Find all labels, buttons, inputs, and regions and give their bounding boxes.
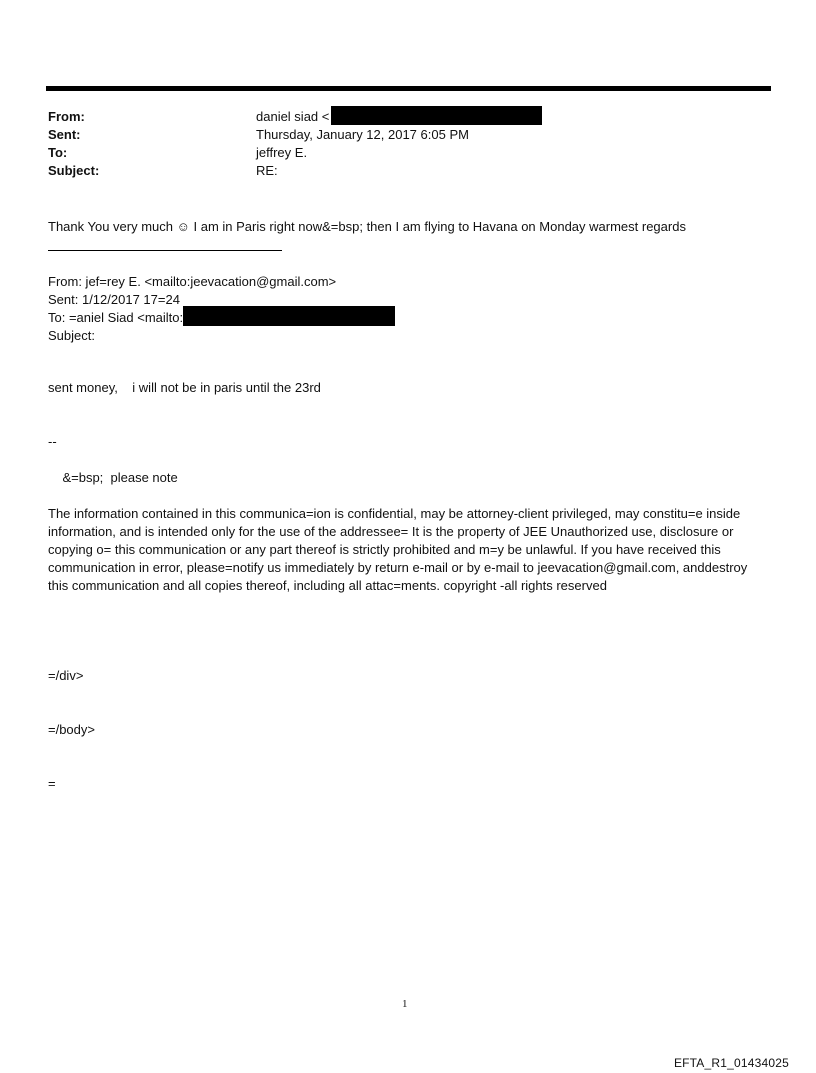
trailing-body-close: =/body>	[48, 722, 95, 737]
to-row	[48, 144, 748, 162]
page-number: 1	[402, 998, 408, 1010]
subject-row	[48, 162, 748, 180]
quoted-to-redaction	[183, 306, 395, 326]
message-body: sent money, i will not be in paris until the 23rd	[48, 380, 321, 395]
quote-separator	[48, 250, 282, 251]
trailing-equals: =	[48, 776, 56, 791]
trailing-div-close: =/div>	[48, 668, 84, 683]
please-note: &=bsp; please note	[48, 470, 178, 485]
to-label: To:	[48, 145, 68, 160]
sent-row	[48, 126, 748, 144]
from-sender-name: daniel siad <	[256, 109, 330, 124]
quoted-subject: Subject:	[48, 328, 95, 343]
sent-value: Thursday, January 12, 2017 6:05 PM	[256, 127, 469, 142]
from-value	[256, 108, 542, 126]
quoted-from: From: jef=rey E. <mailto:jeevacation@gmail.com>	[48, 274, 337, 289]
sent-label: Sent:	[48, 127, 81, 142]
reply-body: Thank You very much ☺ I am in Paris right now&=bsp; then I am flying to Havana on Monday warmest regards	[48, 219, 686, 234]
from-row	[48, 108, 748, 126]
quoted-header	[48, 273, 748, 345]
trailing-markup	[48, 631, 768, 811]
disclaimer-text: The information contained in this communica=ion is confidential, may be attorney-client privileged, may constitu=e inside information, and is intended only for the use of the addressee= It is the property of JEE Unauthorized use, disclosure or copying o= this communication or any part thereof is strictly prohibited and m=y be unlawful. If you have received this communication in error, please=notify us immediately by return e-mail or by e-mail to jeevacation@gmail.com, anddestroy this communication and all copies thereof, including all attac=ments. copyright -all rights reserved	[48, 506, 751, 593]
signature-dashes: --	[48, 434, 57, 449]
quoted-to: To: =aniel Siad <mailto:	[48, 310, 184, 325]
from-label: From:	[48, 109, 85, 124]
quoted-to-row	[48, 309, 748, 327]
top-divider	[46, 86, 771, 91]
subject-value: RE:	[256, 163, 278, 178]
quoted-sent: Sent: 1/12/2017 17=24	[48, 292, 180, 307]
email-header	[48, 108, 748, 180]
document-id: EFTA_R1_01434025	[673, 1056, 789, 1070]
from-redaction	[331, 106, 542, 125]
subject-label: Subject:	[48, 163, 100, 178]
to-value: jeffrey E.	[256, 145, 308, 160]
